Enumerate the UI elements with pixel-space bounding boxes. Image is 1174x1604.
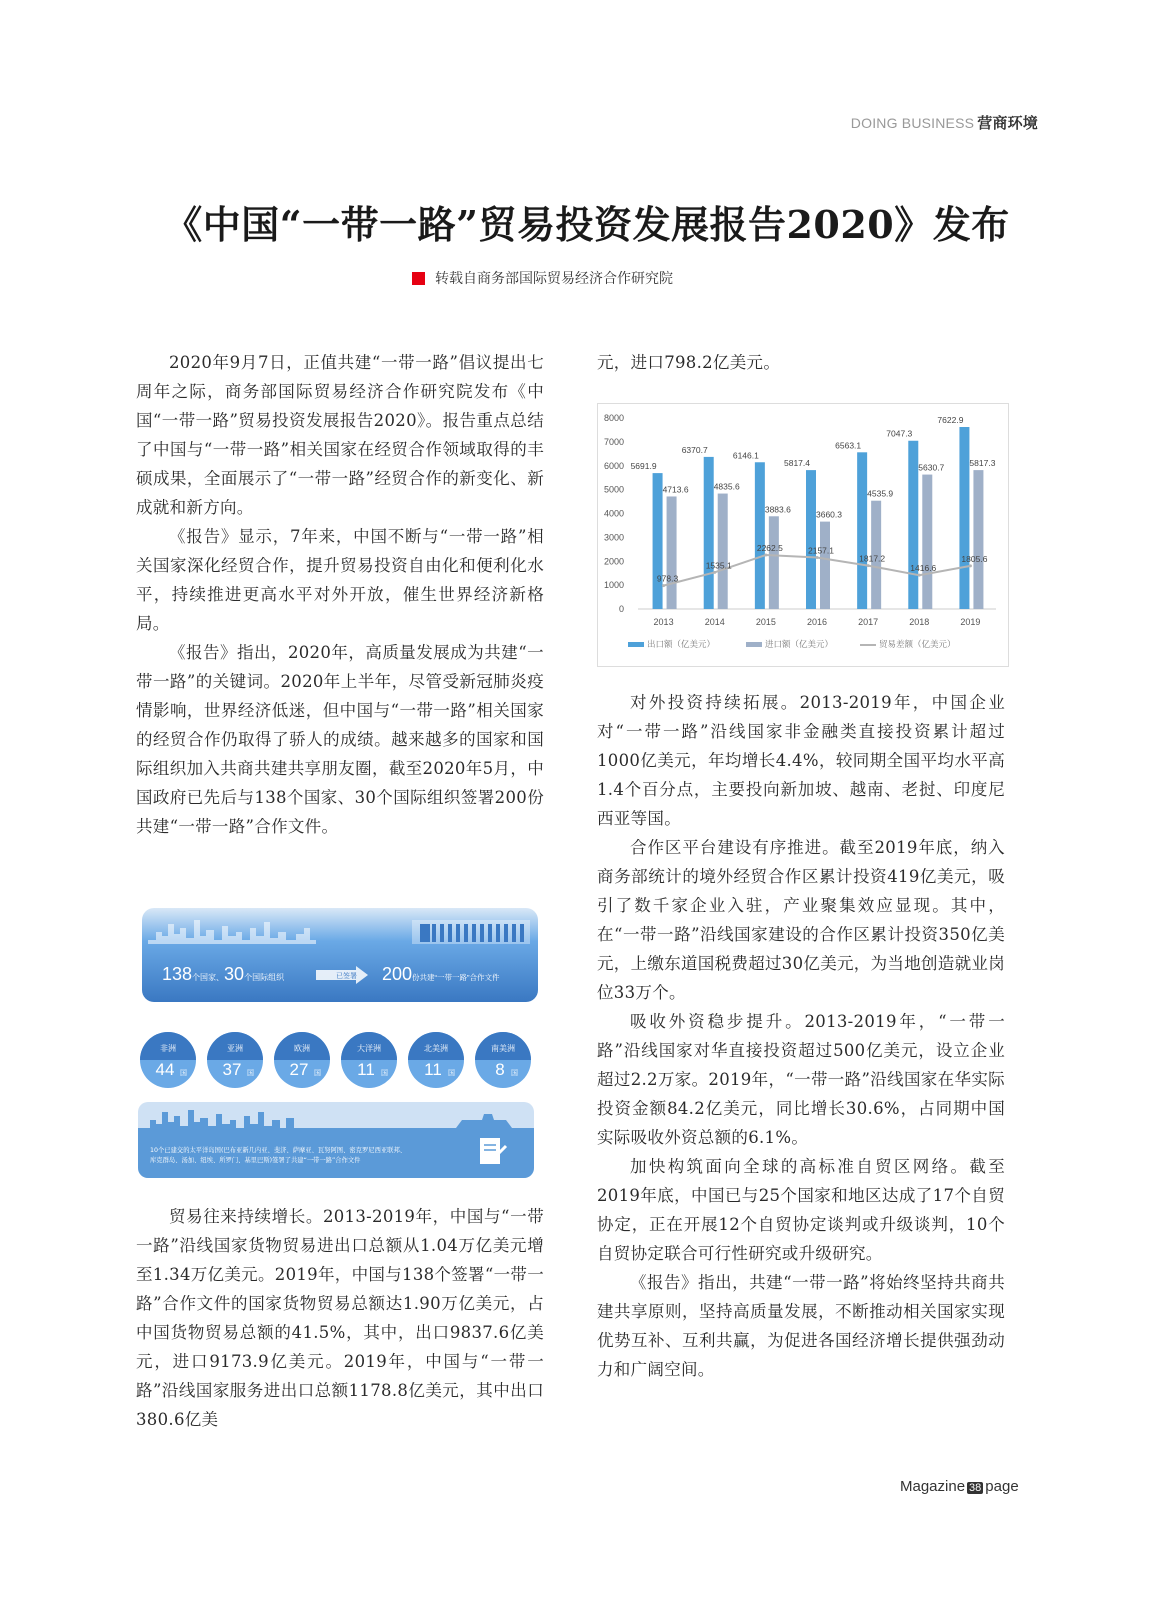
pacific-text-1: 10个已建交的太平洋岛国(巴布亚新几内亚、斐济、萨摩亚、瓦努阿图、密克罗尼西亚联邦、 xyxy=(150,1147,407,1154)
footer-page: page xyxy=(985,1478,1019,1495)
region-count: 27 xyxy=(289,1060,309,1079)
region-name: 南美洲 xyxy=(491,1044,515,1053)
bar xyxy=(820,522,830,609)
paragraph: 元，进口798.2亿美元。 xyxy=(597,353,781,372)
section-header-en: DOING BUSINESS xyxy=(850,115,975,131)
line-value-label: 978.3 xyxy=(656,573,679,584)
bar-value-label: 6370.7 xyxy=(681,444,708,455)
bar xyxy=(653,473,663,609)
bar-value-label: 5817.4 xyxy=(784,458,810,469)
line-value-label: 1817.2 xyxy=(859,553,886,564)
paragraph: 2020年9月7日，正值共建“一带一路”倡议提出七周年之际，商务部国际贸易经济合作研究院发布《中国“一带一路”贸易投资发展报告2020》。报告重点总结了中国与“一带一路”相关国家在经贸合作领域取得的丰硕成果，全面展示了“一带一路”经贸合作的新变化、新成就和新方向。 xyxy=(136,353,544,517)
line-point xyxy=(918,574,921,577)
bar-value-label: 6146.1 xyxy=(732,450,759,461)
bar xyxy=(973,470,983,609)
y-tick-label: 2000 xyxy=(603,556,624,567)
document-stack-icon xyxy=(412,920,530,944)
line-point xyxy=(713,571,716,574)
paragraph: 吸收外资稳步提升。2013-2019年，“一带一路”沿线国家对华直接投资超过500亿美元，设立企业超过2.2万家。2019年，“一带一路”沿线国家在华实际投资金额84.2亿美元，同比增长30.6%，占同期中国实际吸收外资总额的6.1%。 xyxy=(597,1012,1005,1147)
bar-value-label: 7047.3 xyxy=(886,428,913,439)
y-tick-label: 3000 xyxy=(603,532,624,543)
line-point xyxy=(764,553,767,556)
region-circle xyxy=(475,1032,531,1088)
x-tick-label: 2015 xyxy=(755,617,776,627)
region-circle xyxy=(408,1032,464,1088)
bar-value-label: 3660.3 xyxy=(816,509,842,520)
bar xyxy=(908,441,918,609)
region-unit: 国 xyxy=(381,1069,388,1077)
region-name: 北美洲 xyxy=(424,1044,448,1053)
paragraph: 合作区平台建设有序推进。截至2019年底，纳入商务部统计的境外经贸合作区累计投资419亿美元，吸引了数千家企业入驻，产业聚集效应显现。其中，在“一带一路”沿线国家建设的合作区累计投资350亿美元，上缴东道国税费超过30亿美元，为当地创造就业岗位33万个。 xyxy=(597,838,1005,1002)
line-point xyxy=(969,564,972,567)
legend-label: 进口额（亿美元） xyxy=(765,640,834,650)
page-number: 38 xyxy=(969,1482,982,1494)
paragraph: 贸易往来持续增长。2013-2019年，中国与“一带一路”沿线国家货物贸易进出口总额从1.04万亿美元增至1.34万亿美元。2019年，中国与138个签署“一带一路”合作文件的国家货物贸易总额达1.90万亿美元，占中国货物贸易总额的41.5%，其中，出口9837.6亿美元，进口9173.9亿美元。2019年，中国与“一带一路”沿线国家服务进出口总额1178.8亿美元，其中出口380.6亿美 xyxy=(136,1207,544,1429)
legend-swatch xyxy=(628,642,644,647)
region-circle xyxy=(341,1032,397,1088)
section-header xyxy=(851,112,1038,133)
banner-num-countries: 138 xyxy=(162,964,193,984)
bar-value-label: 5691.9 xyxy=(630,461,657,472)
line-value-label: 1535.1 xyxy=(705,560,732,571)
svg-text:已签署: 已签署 xyxy=(336,972,357,980)
region-circles xyxy=(140,1032,531,1088)
x-tick-label: 2014 xyxy=(704,617,725,627)
legend-label: 出口额（亿美元） xyxy=(647,640,716,650)
paragraph: 《报告》显示，7年来，中国不断与“一带一路”相关国家深化经贸合作，提升贸易投资自由化和便利化水平，持续推进更高水平对外开放，催生世界经济新格局。 xyxy=(136,527,544,633)
red-square-icon xyxy=(412,272,425,285)
region-name: 大洋洲 xyxy=(357,1044,381,1053)
bar-value-label: 4535.9 xyxy=(867,488,894,499)
infographic-svg xyxy=(136,906,548,1182)
footer-magazine: Magazine xyxy=(900,1478,966,1495)
x-tick-label: 2019 xyxy=(960,617,981,627)
svg-text:138个国家、30个国际组织: 138个国家、30个国际组织 xyxy=(162,964,285,984)
infographic xyxy=(136,906,548,1182)
paragraph: 对外投资持续拓展。2013-2019年，中国企业对“一带一路”沿线国家非金融类直接投资累计超过1000亿美元，年均增长4.4%，较同期全国平均水平高1.4个百分点，主要投向新加坡、越南、老挝、印度尼西亚等国。 xyxy=(597,693,1005,828)
region-circle xyxy=(140,1032,196,1088)
bar-value-label: 5817.3 xyxy=(969,458,996,469)
region-unit: 国 xyxy=(247,1069,254,1077)
bar xyxy=(959,427,969,609)
line-value-label: 2157.1 xyxy=(808,545,834,556)
region-unit: 国 xyxy=(314,1069,321,1077)
region-name: 欧洲 xyxy=(294,1044,310,1053)
right-column-top xyxy=(597,348,1005,377)
line-value-label: 2262.5 xyxy=(756,542,783,553)
banner-agreements xyxy=(142,908,538,1002)
x-tick-label: 2013 xyxy=(653,617,674,627)
banner-num-docs: 200 xyxy=(382,964,413,984)
region-count: 11 xyxy=(424,1060,442,1079)
region-circle xyxy=(207,1032,263,1088)
y-tick-label: 0 xyxy=(618,604,624,614)
bar-value-label: 3883.6 xyxy=(764,504,791,515)
bar xyxy=(704,457,714,609)
bar xyxy=(755,462,765,609)
region-unit: 国 xyxy=(180,1069,187,1077)
bar xyxy=(922,475,932,609)
region-unit: 国 xyxy=(448,1069,455,1077)
pacific-text-2: 库克群岛、汤加、纽埃、所罗门、基里巴斯)签署了共建“一带一路”合作文件 xyxy=(150,1157,361,1164)
line-value-label: 1805.6 xyxy=(961,553,988,564)
trade-chart-svg xyxy=(598,404,1008,666)
region-name: 亚洲 xyxy=(227,1044,243,1053)
paragraph: 《报告》指出，共建“一带一路”将始终坚持共商共建共享原则，坚持高质量发展，不断推动相关国家实现优势互补、互利共赢，为促进各国经济增长提供强劲动力和广阔空间。 xyxy=(597,1273,1005,1379)
left-column-bottom xyxy=(136,1202,544,1434)
region-name: 非洲 xyxy=(160,1044,176,1053)
region-circle xyxy=(274,1032,330,1088)
y-tick-label: 8000 xyxy=(603,413,624,423)
left-column-top xyxy=(136,348,544,841)
page-footer xyxy=(900,1478,1019,1495)
x-tick-label: 2017 xyxy=(858,617,879,627)
x-tick-label: 2018 xyxy=(909,617,930,627)
source-text: 转载自商务部国际贸易经济合作研究院 xyxy=(435,271,673,287)
line-point xyxy=(662,584,665,587)
y-tick-label: 5000 xyxy=(603,484,624,495)
bar xyxy=(718,494,728,609)
region-count: 11 xyxy=(357,1060,375,1079)
region-count: 44 xyxy=(155,1060,175,1079)
paragraph: 加快构筑面向全球的高标准自贸区网络。截至2019年底，中国已与25个国家和地区达成了17个自贸协定，正在开展12个自贸协定谈判或升级谈判，10个自贸协定联合可行性研究或升级研究。 xyxy=(597,1157,1005,1263)
bar xyxy=(769,516,779,609)
trade-chart xyxy=(597,403,1009,667)
section-header-cn: 营商环境 xyxy=(977,115,1038,132)
line-point xyxy=(867,564,870,567)
region-count: 8 xyxy=(495,1060,505,1079)
article-source xyxy=(412,268,673,288)
article-title: 《中国“一带一路”贸易投资发展报告2020》发布 xyxy=(164,202,1010,247)
bar-value-label: 4713.6 xyxy=(662,484,689,495)
line-point xyxy=(816,556,819,559)
y-tick-label: 4000 xyxy=(603,508,624,519)
y-tick-label: 6000 xyxy=(603,460,624,471)
region-count: 37 xyxy=(222,1060,242,1079)
bar-value-label: 7622.9 xyxy=(937,415,964,426)
y-tick-label: 1000 xyxy=(603,580,624,591)
y-tick-label: 7000 xyxy=(603,436,624,447)
bar xyxy=(667,496,677,609)
svg-text:200份共建“一带一路”合作文件: 200份共建“一带一路”合作文件 xyxy=(382,964,500,984)
x-tick-label: 2016 xyxy=(806,617,828,627)
bar-value-label: 5630.7 xyxy=(918,462,945,473)
region-unit: 国 xyxy=(511,1069,518,1077)
paragraph: 《报告》指出，2020年，高质量发展成为共建“一带一路”的关键词。2020年上半年，尽管受新冠肺炎疫情影响，世界经济低迷，但中国与“一带一路”相关国家的经贸合作仍取得了骄人的成绩。越来越多的国家和国际组织加入共商共建共享朋友圈，截至2020年5月，中国政府已先后与138个国家、30个国际组织签署200份共建“一带一路”合作文件。 xyxy=(136,643,544,836)
right-column-bottom xyxy=(597,688,1005,1384)
bar-value-label: 4835.6 xyxy=(713,481,740,492)
bar xyxy=(857,452,867,609)
legend-swatch xyxy=(746,642,762,647)
bar-value-label: 6563.1 xyxy=(835,440,862,451)
banner-pacific xyxy=(138,1102,534,1178)
legend-label: 贸易差额（亿美元） xyxy=(879,640,956,650)
bar xyxy=(806,470,816,609)
line-value-label: 1416.6 xyxy=(910,563,937,574)
